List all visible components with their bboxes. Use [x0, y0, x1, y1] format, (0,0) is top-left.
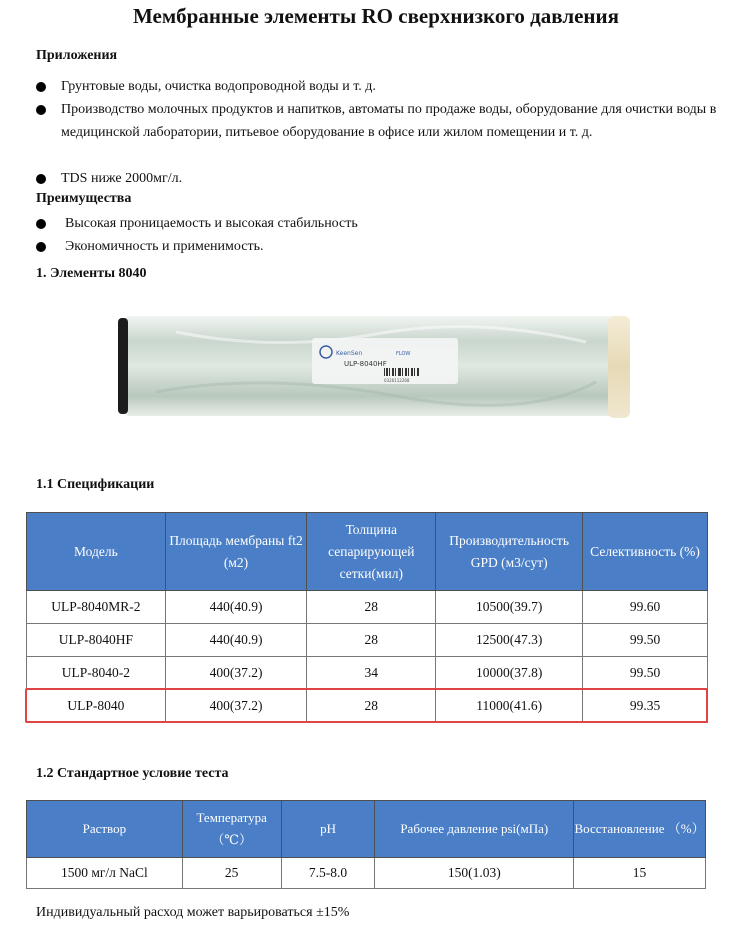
column-header: Площадь мембраны ft2 (м2)	[165, 513, 307, 591]
list-item: Высокая проницаемость и высокая стабильность	[36, 212, 726, 235]
flow-text: FLOW	[396, 351, 411, 357]
table-cell: 400(37.2)	[165, 657, 307, 690]
table-cell: 400(37.2)	[165, 690, 307, 723]
list-item: TDS ниже 2000мг/л.	[36, 167, 726, 190]
table-cell: 10000(37.8)	[436, 657, 583, 690]
column-header: pH	[281, 801, 375, 858]
membrane-element-image	[116, 312, 632, 422]
table-cell: 99.50	[583, 657, 708, 690]
table-header-row	[27, 801, 706, 858]
table-cell: ULP-8040-2	[27, 657, 166, 690]
table-cell: 28	[307, 690, 436, 723]
condition-heading: 1.2 Стандартное условие теста	[36, 766, 229, 781]
column-header: Модель	[27, 513, 166, 591]
column-header: Восстановление （%）	[574, 801, 706, 858]
column-header: Толщина сепарирующей сетки(мил)	[307, 513, 436, 591]
table-row	[27, 591, 708, 624]
table-cell: 25	[182, 858, 281, 889]
footnote: Индивидуальный расход может варьироваться ±15%	[36, 905, 350, 920]
column-header: Производительность GPD (м3/сут)	[436, 513, 583, 591]
table-cell: 15	[574, 858, 706, 889]
list-item: Производство молочных продуктов и напитков, автоматы по продаже воды, оборудование для очистки воды в медицинской лаборатории, питьевое оборудование в офисе или жилом помещении и т. д.	[36, 98, 726, 144]
table-cell: 150(1.03)	[375, 858, 574, 889]
table-cell: 11000(41.6)	[436, 690, 583, 723]
table-header-row	[27, 513, 708, 591]
spec-heading: 1.1 Спецификации	[36, 477, 155, 492]
applications-heading: Приложения	[36, 48, 118, 63]
table-row	[27, 690, 708, 723]
table-row	[27, 858, 706, 889]
table-cell: 440(40.9)	[165, 624, 307, 657]
model-text: ULP-8040HF	[344, 360, 387, 368]
table-row	[27, 624, 708, 657]
table-cell: 12500(47.3)	[436, 624, 583, 657]
serial-text: 0326112268	[384, 378, 410, 383]
table-cell: 99.50	[583, 624, 708, 657]
bullet-icon	[36, 242, 46, 252]
table-cell: ULP-8040	[27, 690, 166, 723]
bullet-icon	[36, 105, 46, 115]
table-row	[27, 657, 708, 690]
column-header: Селективность (%)	[583, 513, 708, 591]
advantages-heading: Преимущества	[36, 191, 132, 206]
bullet-icon	[36, 219, 46, 229]
table-cell: 28	[307, 591, 436, 624]
bullet-icon	[36, 82, 46, 92]
brand-text: KeenSen	[336, 350, 363, 357]
column-header: Раствор	[27, 801, 183, 858]
table-cell: 10500(39.7)	[436, 591, 583, 624]
table-cell: ULP-8040MR-2	[27, 591, 166, 624]
bullet-icon	[36, 174, 46, 184]
table-cell: 1500 мг/л NaCl	[27, 858, 183, 889]
table-cell: 7.5-8.0	[281, 858, 375, 889]
list-item: Экономичность и применимость.	[36, 235, 726, 258]
table-cell: 99.35	[583, 690, 708, 723]
list-item: Грунтовые воды, очистка водопроводной воды и т. д.	[36, 75, 726, 98]
table-cell: 440(40.9)	[165, 591, 307, 624]
test-condition-table	[26, 800, 706, 889]
spec-table	[26, 512, 708, 723]
column-header: Рабочее давление psi(мПа)	[375, 801, 574, 858]
table-cell: 34	[307, 657, 436, 690]
table-cell: 28	[307, 624, 436, 657]
table-cell: 99.60	[583, 591, 708, 624]
page-title: Мембранные элементы RO сверхнизкого давления	[133, 4, 619, 28]
table-cell: ULP-8040HF	[27, 624, 166, 657]
section-heading: 1. Элементы 8040	[36, 266, 147, 281]
column-header: Температура （℃）	[182, 801, 281, 858]
